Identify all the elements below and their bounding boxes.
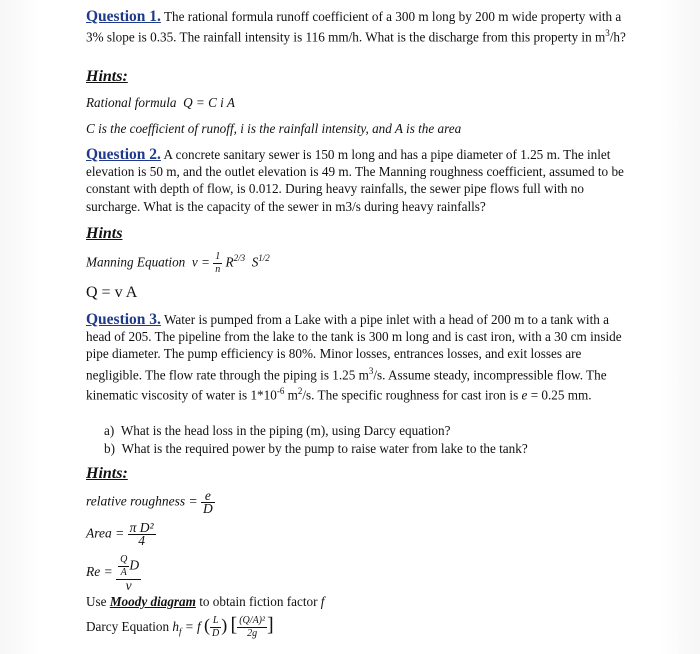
- q3-moody-link: Moody diagram: [109, 594, 196, 609]
- q3-darcy-ld: [210, 615, 221, 640]
- q3-bracket-close: ]: [267, 614, 274, 636]
- q3-darcy-h: h: [172, 619, 180, 634]
- question-3-text-b: /s. Assume steady, incompressible flow. The kinematic viscosity of water is 1*10: [86, 367, 607, 403]
- q3-darcy-frac: [237, 615, 267, 640]
- q2-hints: [86, 225, 122, 243]
- q2-continuity-text: Q = v A: [86, 284, 138, 301]
- q3-sup3: 3: [368, 365, 374, 376]
- q3-re-frac: [116, 554, 141, 592]
- q3-moody-f: f: [320, 594, 325, 609]
- q2-continuity: [86, 284, 137, 302]
- q3-area-label: Area =: [86, 525, 125, 541]
- q3-paren-close: ): [221, 615, 228, 635]
- q3-darcy-2g: 2g: [247, 628, 258, 640]
- q3-darcy-num: (Q/A)²: [239, 615, 265, 627]
- q2-manning-r-exp: 2/3: [233, 253, 246, 264]
- q3-re-q: Q: [120, 554, 128, 565]
- q3-hints-label: Hints:: [86, 465, 128, 482]
- q3-relative-roughness: [86, 490, 215, 515]
- q3-area-den: 4: [138, 533, 145, 548]
- question-2-text: A concrete sanitary sewer is 150 m long and has a pipe diameter of 1.25 m. The inlet elevation is 50 m, and the outlet elevation is 49 m. The Manning roughness coefficient, assumed to be constant with depth of flow, is 0.012. During heavy rainfalls, the sewer pipe flows full with no surcharge. What is the capacity of the sewer in m3/s during heavy rainfalls?: [86, 147, 624, 214]
- q3-re-den: v: [125, 578, 132, 593]
- q3-item-a: a) What is the head loss in the piping (m), using Darcy equation?: [104, 423, 451, 438]
- q3-item-a-text: What is the head loss in the piping (m), using Darcy equation?: [120, 423, 451, 438]
- question-1-unit-tail: /h?: [609, 29, 626, 45]
- question-2-heading: Question 2.: [86, 146, 161, 163]
- q2-manning-s-exp: 1/2: [258, 253, 270, 264]
- q3-darcy-l: L: [210, 615, 221, 628]
- question-3-text-e: = 0.25 mm.: [527, 387, 592, 403]
- q1-note-text: C is the coefficient of runoff, i is the rainfall intensity, and A is the area: [86, 121, 462, 136]
- q3-re-d: D: [129, 557, 140, 573]
- q3-re-label: Re =: [86, 564, 113, 580]
- q3-area: [86, 522, 156, 547]
- left-shadow: [0, 0, 40, 654]
- q1-hints-label: Hints:: [86, 68, 128, 85]
- q3-paren-open: (: [204, 615, 210, 635]
- q3-sup-neg6: -6: [276, 386, 285, 397]
- q2-manning-v: v =: [191, 254, 210, 270]
- q1-formula-label: Rational formula: [86, 95, 177, 110]
- question-1-unit-sup: 3: [605, 28, 610, 39]
- q2-hints-label: Hints: [86, 225, 123, 242]
- q3-re-a: A: [120, 567, 127, 578]
- q2-manning-label: Manning Equation: [86, 254, 186, 270]
- q2-frac-den: n: [215, 264, 221, 275]
- q3-darcy-label: Darcy Equation: [86, 619, 170, 634]
- q3-bracket-open: [: [230, 614, 238, 636]
- q3-darcy-eq: = f: [184, 619, 201, 634]
- q3-sup2: 2: [297, 386, 303, 397]
- q1-note: [86, 121, 461, 137]
- question-3-text-d: /s. The specific roughness for cast iron is: [302, 387, 522, 403]
- q2-manning-row: [86, 251, 270, 276]
- q3-re-num: [116, 554, 141, 580]
- q3-area-num: π D²: [129, 520, 154, 535]
- q3-darcy-a: A: [252, 615, 259, 627]
- q3-darcy-q: Q: [242, 615, 250, 627]
- q3-moody-post: to obtain fiction factor: [195, 594, 321, 609]
- right-shadow: [660, 0, 700, 654]
- q3-darcy: [86, 614, 274, 640]
- q3-rr-num: e: [201, 490, 215, 503]
- question-3-text-c: m: [284, 387, 298, 403]
- q3-rr-den: D: [202, 501, 213, 516]
- q3-darcy-d: D: [212, 628, 220, 640]
- q3-hints: [86, 465, 128, 483]
- question-1: [86, 8, 626, 46]
- q1-formula: Q = C i A: [183, 95, 235, 110]
- q3-re-qa-frac: [118, 554, 129, 579]
- q3-item-b-text: What is the required power by the pump to raise water from lake to the tank?: [121, 441, 528, 456]
- q3-moody-line: [86, 594, 324, 610]
- q2-manning-r: R: [225, 254, 234, 270]
- q3-rr-frac: [201, 490, 215, 515]
- question-1-text: The rational formula runoff coefficient of a 300 m long by 200 m wide property with a 3% slope is 0.35. The rainfall intensity is 116 mm/h. What is the discharge from this property in m: [86, 9, 622, 45]
- question-3-heading: Question 3.: [86, 311, 161, 328]
- q3-darcy-sub: f: [179, 626, 182, 637]
- q3-reynolds: [86, 554, 141, 592]
- q3-rr-label: relative roughness =: [86, 493, 198, 509]
- q3-items: [104, 423, 528, 457]
- question-3-text-a: Water is pumped from a Lake with a pipe inlet with a head of 200 m to a tank with a head of 205. The pipeline from the lake to the tank is 300 m long and is cast iron, with a 30 cm inside pipe diameter. The pump efficiency is 80%. Minor losses, entrances losses, and exit losses are negligible. The flow rate through the piping is 1.25 m: [86, 312, 622, 382]
- q1-formula-row: [86, 95, 235, 111]
- q3-moody-pre: Use: [86, 594, 110, 609]
- q3-area-frac: [128, 522, 156, 547]
- q3-item-b: b) What is the required power by the pump to raise water from lake to the tank?: [104, 441, 528, 456]
- q1-hints: [86, 68, 128, 86]
- q2-manning-s: S: [251, 254, 259, 270]
- q2-frac-num: 1: [215, 251, 221, 262]
- question-1-heading: Question 1.: [86, 8, 161, 25]
- q2-manning-frac: [213, 251, 222, 276]
- q3-e-symbol: e: [521, 387, 528, 403]
- question-2: [86, 146, 626, 215]
- question-3: [86, 311, 626, 404]
